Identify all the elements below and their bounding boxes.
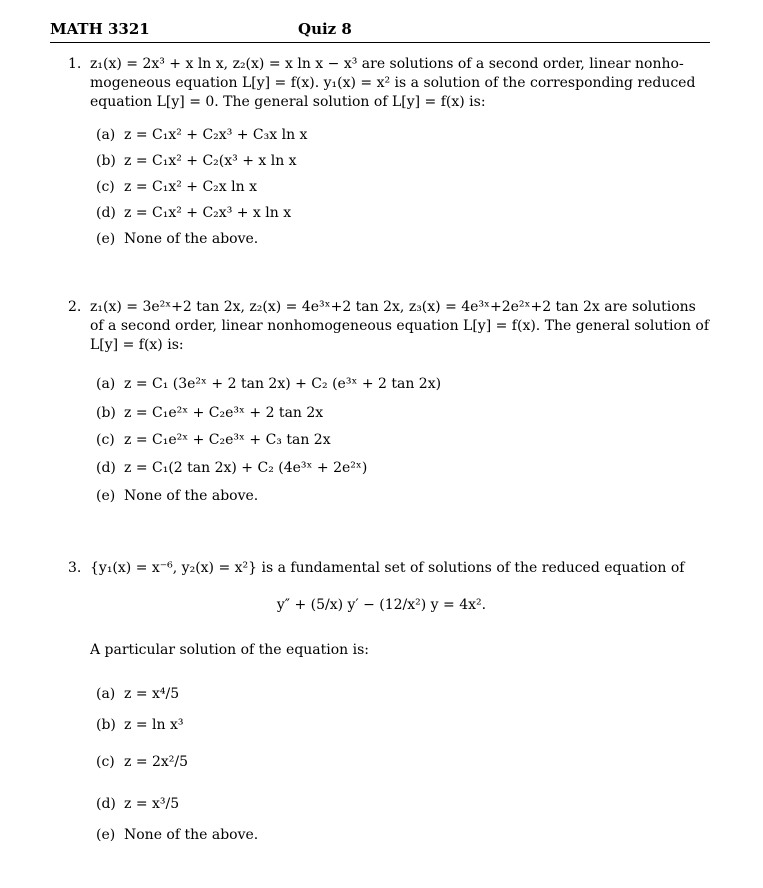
question-1-number: 1. [68, 56, 82, 72]
question-1-line-1: z₁(x) = 2x³ + x ln x, z₂(x) = x ln x − x³ are solutions of a second order, linear nonho- [90, 56, 684, 72]
q2-option-c[interactable]: (c) z = C₁e²ˣ + C₂e³ˣ + C₃ tan 2x [96, 432, 331, 448]
question-2-line-2: of a second order, linear nonhomogeneous equation L[y] = f(x). The general solution of [90, 318, 710, 334]
question-3-line-1: {y₁(x) = x⁻⁶, y₂(x) = x²} is a fundamental set of solutions of the reduced equation of [90, 560, 685, 576]
question-1-line-2: mogeneous equation L[y] = f(x). y₁(x) = x² is a solution of the corresponding reduced [90, 75, 696, 91]
question-3-equation: y″ + (5/x) y′ − (12/x²) y = 4x². [276, 597, 487, 613]
q1-option-d[interactable]: (d) z = C₁x² + C₂x³ + x ln x [96, 205, 292, 221]
question-2-line-3: L[y] = f(x) is: [90, 337, 184, 353]
q3-option-b[interactable]: (b) z = ln x³ [96, 717, 184, 733]
question-2-text [90, 298, 710, 355]
q2-option-b[interactable]: (b) z = C₁e²ˣ + C₂e³ˣ + 2 tan 2x [96, 405, 324, 421]
quiz-title: Quiz 8 [298, 20, 352, 38]
question-1-line-3: equation L[y] = 0. The general solution of L[y] = f(x) is: [90, 94, 486, 110]
question-1-text [90, 55, 710, 112]
q1-option-c[interactable]: (c) z = C₁x² + C₂x ln x [96, 179, 257, 195]
question-2-number: 2. [68, 299, 82, 315]
q1-option-e[interactable]: (e) None of the above. [96, 231, 259, 247]
question-3-prompt [90, 641, 710, 660]
course-title: MATH 3321 [50, 20, 150, 38]
question-3-text [90, 559, 710, 578]
question-3-number: 3. [68, 560, 82, 576]
q2-option-e[interactable]: (e) None of the above. [96, 488, 259, 504]
q1-option-b[interactable]: (b) z = C₁x² + C₂(x³ + x ln x [96, 153, 297, 169]
q3-option-e[interactable]: (e) None of the above. [96, 827, 259, 843]
q3-option-c[interactable]: (c) z = 2x²/5 [96, 754, 189, 770]
question-2-line-1: z₁(x) = 3e²ˣ+2 tan 2x, z₂(x) = 4e³ˣ+2 tan 2x, z₃(x) = 4e³ˣ+2e²ˣ+2 tan 2x are solutions [90, 299, 696, 315]
q3-option-a[interactable]: (a) z = x⁴/5 [96, 686, 180, 702]
page-header [50, 20, 710, 43]
question-3-line-2: A particular solution of the equation is: [90, 642, 370, 658]
q2-option-d[interactable]: (d) z = C₁(2 tan 2x) + C₂ (4e³ˣ + 2e²ˣ) [96, 460, 368, 476]
q1-option-a[interactable]: (a) z = C₁x² + C₂x³ + C₃x ln x [96, 127, 308, 143]
q3-option-d[interactable]: (d) z = x³/5 [96, 796, 180, 812]
q2-option-a[interactable]: (a) z = C₁ (3e²ˣ + 2 tan 2x) + C₂ (e³ˣ + 2 tan 2x) [96, 376, 442, 392]
